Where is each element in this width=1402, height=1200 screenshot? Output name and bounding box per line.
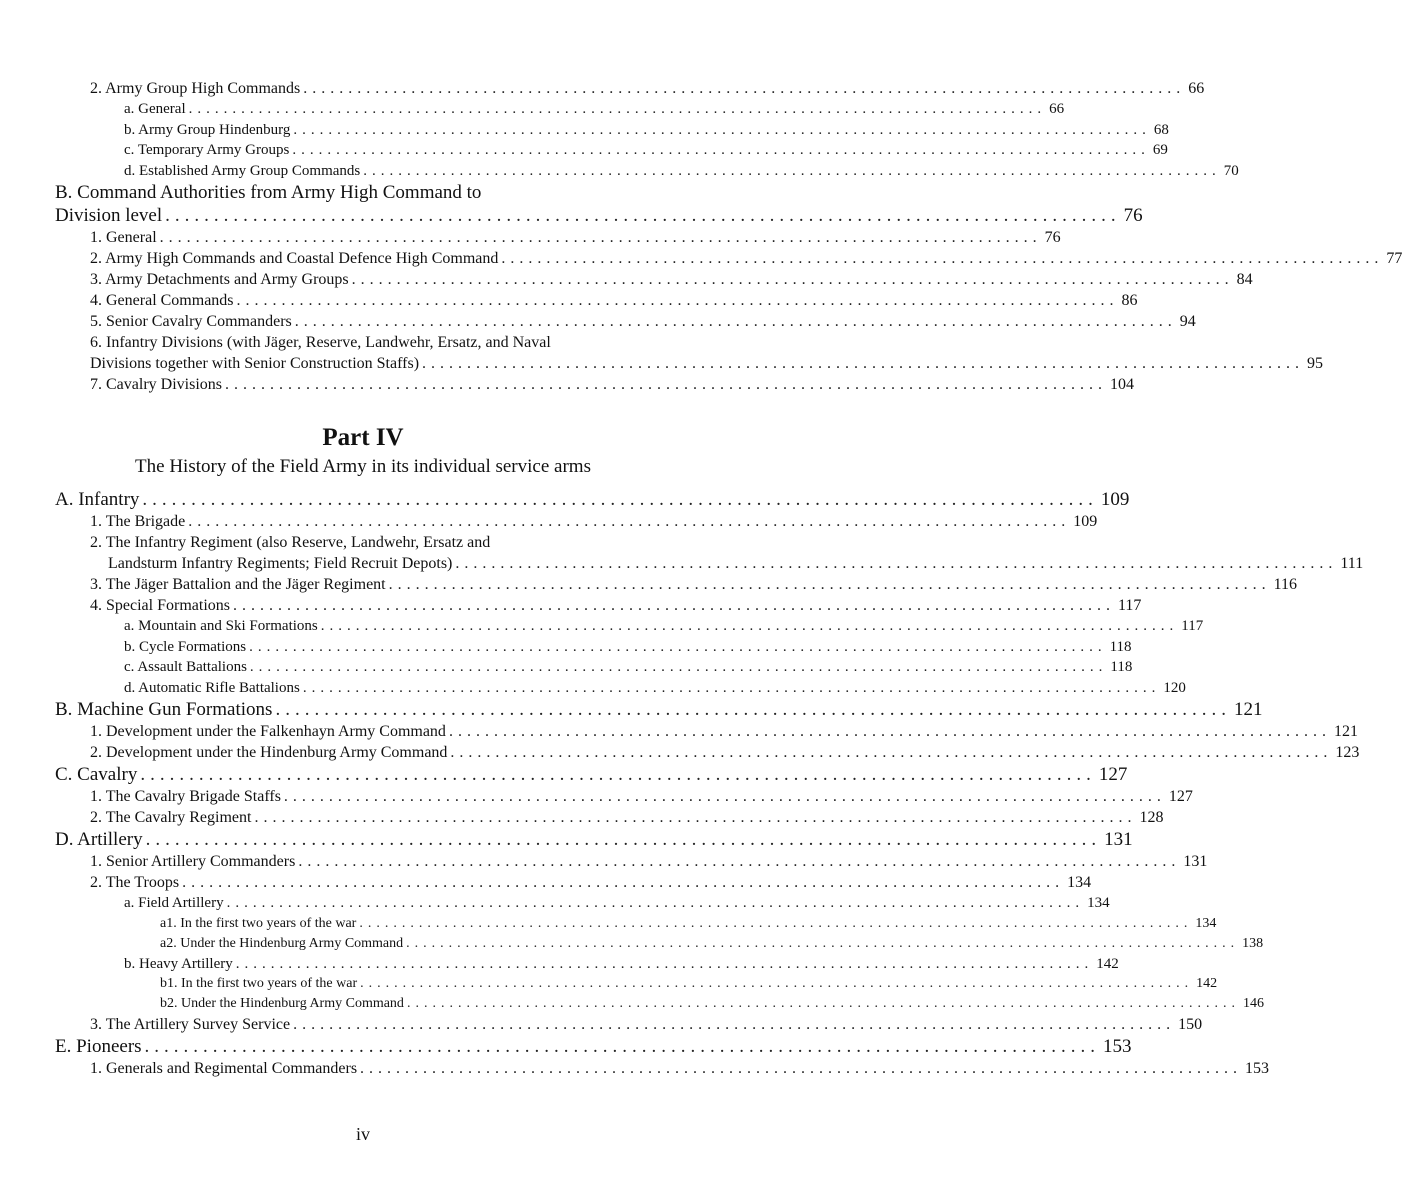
dot-leader: .................................................................................................. (360, 1060, 1243, 1077)
toc-entry (0, 721, 1358, 742)
dot-leader: .................................................................................................. (249, 638, 1107, 655)
toc-entry (0, 269, 1253, 290)
dot-leader: .................................................................................................. (303, 80, 1186, 97)
toc-entry-title: C. Cavalry (55, 764, 138, 785)
toc-entry (0, 914, 1217, 934)
toc-entry-page: 134 (1087, 895, 1110, 911)
dot-leader: .................................................................................................. (249, 659, 1108, 675)
toc-entry-title: 2. Army High Commands and Coastal Defence High Command (90, 250, 499, 267)
toc-entry (0, 353, 1324, 374)
toc-section-top (0, 78, 1402, 395)
toc-entry-page: 142 (1196, 976, 1218, 991)
toc-heading-line: B. Command Authorities from Army High Command to (55, 182, 482, 203)
toc-entry (0, 574, 1298, 595)
dot-leader: .................................................................................................. (293, 1016, 1176, 1033)
toc-entry (0, 974, 1218, 994)
toc-entry-page: 127 (1098, 764, 1128, 785)
toc-entry (0, 140, 1168, 161)
toc-entry-title: 2. The Cavalry Regiment (90, 809, 252, 826)
toc-entry-title: a2. Under the Hindenburg Army Command (160, 935, 404, 951)
toc-entry (0, 161, 1239, 182)
dot-leader: .................................................................................................. (232, 597, 1115, 614)
toc-entry (0, 488, 1130, 511)
toc-entry-page: 76 (1044, 229, 1061, 246)
toc-entry-title: c. Assault Battalions (124, 659, 247, 675)
toc-entry-title: D. Artillery (55, 829, 143, 850)
toc-entry (0, 698, 1263, 721)
toc-entry-title: a. Field Artillery (124, 895, 224, 911)
toc-entry (0, 511, 1098, 532)
toc-entry-page: 117 (1117, 597, 1142, 614)
toc-entry-page: 121 (1233, 699, 1263, 720)
toc-entry-page: 111 (1340, 555, 1364, 572)
toc-entry-page: 84 (1236, 271, 1253, 288)
toc-entry-page: 66 (1049, 101, 1065, 117)
dot-leader: .................................................................................................. (359, 915, 1193, 931)
toc-entry-title: 3. The Jäger Battalion and the Jäger Regiment (90, 576, 386, 593)
toc-entry (0, 657, 1133, 678)
toc-entry (0, 99, 1065, 120)
toc-entry-title: b. Heavy Artillery (124, 955, 233, 972)
toc-entry (0, 934, 1264, 954)
toc-entry-page: 66 (1188, 80, 1205, 97)
toc-entry-line: 6. Infantry Divisions (with Jäger, Reserve, Landwehr, Ersatz, and Naval (90, 334, 551, 351)
toc-entry-title: b. Army Group Hindenburg (124, 121, 291, 138)
toc-entry (0, 763, 1128, 786)
toc-entry (0, 248, 1402, 269)
toc-entry-page: 118 (1110, 659, 1133, 675)
toc-entry (0, 954, 1119, 975)
dot-leader: .................................................................................................. (450, 744, 1333, 761)
toc-entry (0, 637, 1132, 658)
toc-entry-page: 127 (1168, 788, 1193, 805)
dot-leader: .................................................................................................. (144, 1036, 1101, 1057)
toc-entry-page: 146 (1242, 996, 1264, 1011)
toc-entry-page: 117 (1181, 618, 1204, 634)
toc-entry (0, 851, 1208, 872)
toc-entry-page: 68 (1153, 121, 1169, 138)
toc-entry-title: a. Mountain and Ski Formations (124, 618, 318, 634)
toc-entry-page: 104 (1110, 376, 1134, 393)
toc-entry-page: 69 (1152, 142, 1168, 158)
toc-entry-page: 70 (1223, 162, 1239, 179)
toc-entry (0, 553, 1364, 574)
toc-entry-page: 134 (1067, 874, 1092, 891)
toc-entry-page: 138 (1242, 935, 1264, 951)
toc-entry-title: E. Pioneers (55, 1036, 142, 1057)
toc-entry-title: a1. In the first two years of the war (160, 915, 357, 931)
toc-entry-title: 2. Army Group High Commands (90, 80, 301, 97)
toc-entry-page: 95 (1307, 355, 1324, 372)
dot-leader: .................................................................................................. (145, 829, 1102, 850)
part-subtitle: The History of the Field Army in its individual service arms (135, 456, 591, 477)
toc-entry-title: 1. Generals and Regimental Commanders (90, 1060, 358, 1077)
toc-entry-page: 153 (1103, 1036, 1132, 1057)
toc-entry-title: Divisions together with Senior Construction Staffs) (90, 355, 420, 372)
toc-entry-page: 109 (1100, 489, 1130, 510)
toc-entry (0, 1058, 1270, 1079)
toc-entry-page: 150 (1178, 1016, 1203, 1033)
toc-entry-title: d. Established Army Group Commands (124, 162, 361, 179)
dot-leader: .................................................................................................. (254, 809, 1137, 826)
dot-leader: .................................................................................................. (360, 976, 1194, 991)
toc-entry-title: 2. Development under the Hindenburg Army Command (90, 744, 448, 761)
toc-entry-title: A. Infantry (55, 489, 140, 510)
toc-entry-page: 109 (1073, 513, 1098, 530)
page-number: iv (355, 1124, 370, 1144)
toc-entry-title: 1. The Cavalry Brigade Staffs (90, 788, 281, 805)
toc-entry (0, 807, 1164, 828)
toc-entry-line: 2. The Infantry Regiment (also Reserve, Landwehr, Ersatz and (90, 534, 491, 551)
toc-entry-page: 153 (1245, 1060, 1270, 1077)
toc-entry (0, 290, 1138, 311)
dot-leader: .................................................................................................. (388, 576, 1271, 593)
toc-entry-title: 4. Special Formations (90, 597, 230, 614)
toc-entry-page: 131 (1104, 829, 1133, 850)
toc-entry (0, 78, 1205, 99)
toc-entry-title: b2. Under the Hindenburg Army Command (160, 996, 404, 1011)
toc-entry-title: Landsturm Infantry Regiments; Field Recruit Depots) (108, 555, 453, 572)
toc-entry-page: 134 (1195, 915, 1217, 931)
toc-entry-page: 131 (1183, 853, 1208, 870)
part-header (0, 422, 726, 480)
dot-leader: .................................................................................................. (159, 229, 1042, 246)
dot-leader: .................................................................................................. (275, 699, 1231, 720)
dot-leader: .................................................................................................. (283, 788, 1166, 805)
toc-entry-page: 123 (1335, 744, 1360, 761)
toc-entry-page: 76 (1123, 205, 1143, 226)
dot-leader: .................................................................................................. (298, 853, 1181, 870)
toc-entry (0, 893, 1110, 914)
dot-leader: .................................................................................................. (225, 376, 1107, 393)
dot-leader: .................................................................................................. (363, 162, 1221, 179)
toc-section-bottom (0, 488, 1364, 1079)
dot-leader: .................................................................................................. (294, 313, 1177, 330)
toc-entry (0, 828, 1133, 851)
toc-entry-page: 94 (1179, 313, 1196, 330)
part-title: Part IV (322, 424, 404, 451)
dot-leader: .................................................................................................. (320, 618, 1179, 634)
toc-entry-title: b1. In the first two years of the war (160, 976, 358, 991)
toc-entry (0, 204, 1143, 227)
dot-leader: .................................................................................................. (455, 555, 1338, 572)
toc-entry-title: Division level (55, 205, 163, 226)
dot-leader: .................................................................................................. (165, 205, 1121, 226)
toc-entry (0, 994, 1264, 1014)
toc-entry (0, 311, 1196, 332)
toc-entry-title: 2. The Troops (90, 874, 180, 891)
toc-entry (0, 120, 1169, 141)
dot-leader: .................................................................................................. (182, 874, 1065, 891)
dot-leader: .................................................................................................. (293, 121, 1151, 138)
toc-entry-title: B. Machine Gun Formations (55, 699, 273, 720)
toc-entry-page: 121 (1333, 723, 1358, 740)
dot-leader: .................................................................................................. (188, 513, 1071, 530)
dot-leader: .................................................................................................. (501, 250, 1384, 267)
toc-entry-title: b. Cycle Formations (124, 638, 247, 655)
toc-entry-page: 118 (1109, 638, 1132, 655)
toc-entry (0, 786, 1193, 807)
toc-entry-title: 1. The Brigade (90, 513, 186, 530)
toc-entry-page: 142 (1096, 955, 1119, 972)
toc-entry (0, 1014, 1203, 1035)
dot-leader: .................................................................................................. (188, 101, 1047, 117)
toc-entry (0, 678, 1186, 699)
toc-entry-title: 7. Cavalry Divisions (90, 376, 222, 393)
toc-entry-title: d. Automatic Rifle Battalions (124, 679, 300, 696)
toc-entry (0, 595, 1142, 616)
toc-entry (0, 742, 1360, 763)
dot-leader: .................................................................................................. (226, 895, 1085, 911)
dot-leader: .................................................................................................. (235, 955, 1094, 972)
toc-entry-page: 116 (1273, 576, 1298, 593)
toc-entry-page: 120 (1163, 679, 1186, 696)
toc-entry-title: 1. General (90, 229, 157, 246)
toc-entry (0, 227, 1061, 248)
dot-leader: .................................................................................................. (292, 142, 1150, 158)
dot-leader: .................................................................................................. (302, 679, 1161, 696)
toc-entry (0, 1035, 1132, 1058)
toc-entry-title: 3. Army Detachments and Army Groups (90, 271, 349, 288)
toc-entry-title: 1. Senior Artillery Commanders (90, 853, 296, 870)
toc-entry-title: 1. Development under the Falkenhayn Army Command (90, 723, 446, 740)
dot-leader: .................................................................................................. (140, 764, 1096, 785)
toc-entry-page: 77 (1386, 250, 1402, 267)
dot-leader: .................................................................................................. (406, 935, 1240, 951)
toc-entry-title: a. General (124, 101, 186, 117)
dot-leader: .................................................................................................. (142, 489, 1098, 510)
toc-entry-page: 86 (1121, 292, 1138, 309)
dot-leader: .................................................................................................. (448, 723, 1331, 740)
toc-entry (0, 616, 1204, 637)
toc-entry-title: 3. The Artillery Survey Service (90, 1016, 291, 1033)
dot-leader: .................................................................................................. (406, 996, 1240, 1011)
toc-entry-title: c. Temporary Army Groups (124, 142, 290, 158)
dot-leader: .................................................................................................. (351, 271, 1234, 288)
toc-entry-title: 4. General Commands (90, 292, 234, 309)
dot-leader: .................................................................................................. (422, 355, 1305, 372)
toc-entry (0, 374, 1134, 395)
toc-entry-title: 5. Senior Cavalry Commanders (90, 313, 292, 330)
toc-entry-page: 128 (1139, 809, 1164, 826)
dot-leader: .................................................................................................. (236, 292, 1119, 309)
toc-entry (0, 872, 1092, 893)
